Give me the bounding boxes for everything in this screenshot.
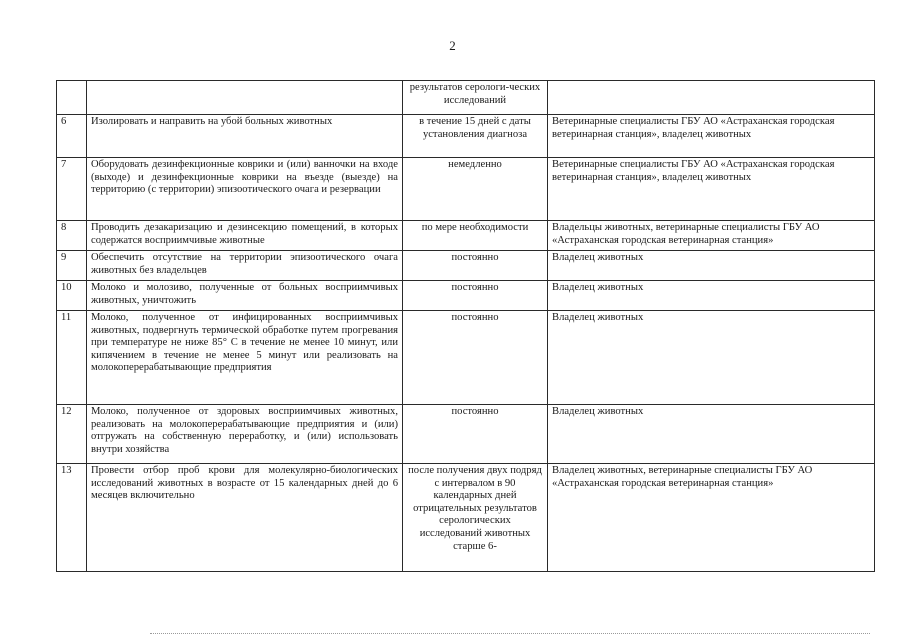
row-number: 6 [57,115,87,158]
table-row [57,158,875,221]
row-term: постоянно [403,281,548,311]
row-term: после получения двух подряд с интервалом в 90 календарных дней отрицательных результатов серологических исследований животных старше 6- [403,464,548,572]
row-number: 11 [57,311,87,405]
row-responsible: Ветеринарные специалисты ГБУ АО «Астраханская городская ветеринарная станция», владелец животных [548,115,875,158]
table-row [57,251,875,281]
measures-table [56,80,875,572]
row-action: Молоко, полученное от здоровых восприимчивых животных, реализовать на молокоперерабатывающие предприятия и (или) отгружать на собственную переработку, и (или) использовать внутри хозяйства [87,405,403,464]
row-action: Провести отбор проб крови для молекулярно-биологических исследований животных в возрасте от 15 календарных дней до 6 месяцев включительно [87,464,403,572]
row-term: результатов серологи-ческих исследований [403,81,548,115]
row-term: в течение 15 дней с даты установления диагноза [403,115,548,158]
row-action: Оборудовать дезинфекционные коврики и (или) ванночки на входе (выходе) и дезинфекционные коврики на въезде (выезде) на территорию (с территории) эпизоотического очага и резервации [87,158,403,221]
row-action: Проводить дезакаризацию и дезинсекцию помещений, в которых содержатся восприимчивые животные [87,221,403,251]
row-number: 12 [57,405,87,464]
row-number: 9 [57,251,87,281]
table-row [57,221,875,251]
row-action: Молоко и молозиво, полученные от больных восприимчивых животных, уничтожить [87,281,403,311]
row-term: постоянно [403,405,548,464]
row-action: Обеспечить отсутствие на территории эпизоотического очага животных без владельцев [87,251,403,281]
table-row [57,115,875,158]
table-row [57,281,875,311]
table-row [57,81,875,115]
row-number: 8 [57,221,87,251]
scan-artifact-line [150,633,870,635]
row-number: 13 [57,464,87,572]
page-number: 2 [449,38,456,53]
row-responsible: Владелец животных [548,251,875,281]
row-term: по мере необходимости [403,221,548,251]
table-row [57,464,875,572]
table-row [57,405,875,464]
row-responsible: Владелец животных [548,405,875,464]
row-responsible: Ветеринарные специалисты ГБУ АО «Астраханская городская ветеринарная станция», владелец животных [548,158,875,221]
row-responsible [548,81,875,115]
row-responsible: Владелец животных, ветеринарные специалисты ГБУ АО «Астраханская городская ветеринарная станция» [548,464,875,572]
row-term: постоянно [403,311,548,405]
row-action: Молоко, полученное от инфицированных восприимчивых животных, подвергнуть термической обработке путем прогревания при температуре не ниже 85° С в течение не менее 10 минут, или кипячением в течение не менее 5 минут или реализовать на молокоперерабатывающие предприятия [87,311,403,405]
row-action: Изолировать и направить на убой больных животных [87,115,403,158]
row-term: постоянно [403,251,548,281]
row-responsible: Владелец животных [548,311,875,405]
row-number [57,81,87,115]
row-number: 10 [57,281,87,311]
row-term: немедленно [403,158,548,221]
row-responsible: Владелец животных [548,281,875,311]
table-row [57,311,875,405]
row-action [87,81,403,115]
row-responsible: Владельцы животных, ветеринарные специалисты ГБУ АО «Астраханская городская ветеринарная станция» [548,221,875,251]
row-number: 7 [57,158,87,221]
